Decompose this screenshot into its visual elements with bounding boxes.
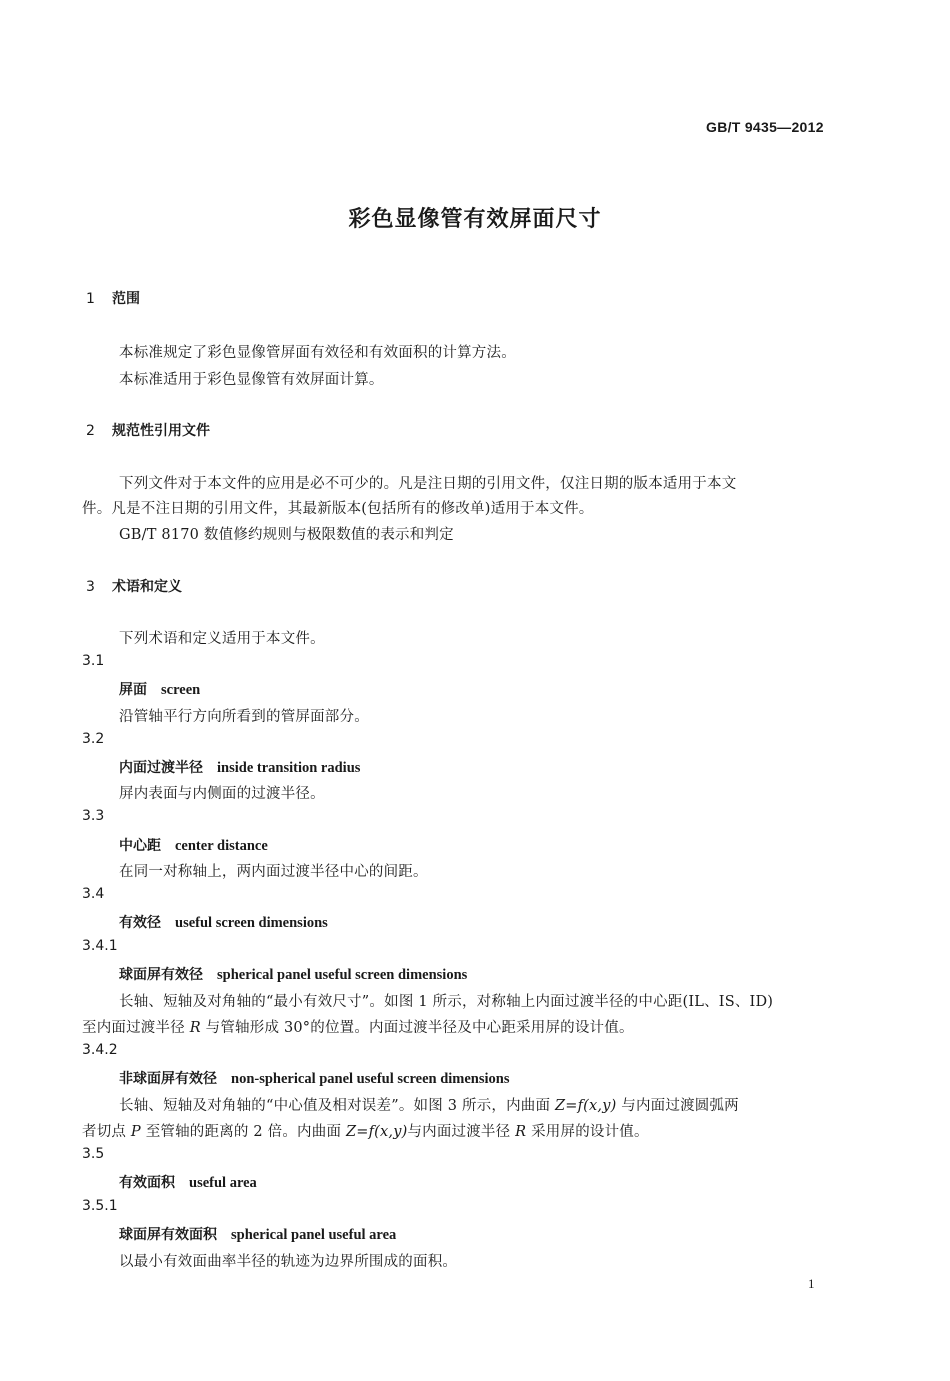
term-heading [119, 679, 200, 699]
term-zh: 球面屏有效面积 [119, 1227, 217, 1243]
term-en: non-spherical panel useful screen dimensions [231, 1071, 510, 1087]
term-definition-line [82, 1016, 634, 1037]
section-number: 3 [86, 579, 95, 595]
section-number: 2 [86, 423, 95, 439]
term-en: inside transition radius [217, 760, 361, 776]
symbol-p: P [130, 1124, 141, 1140]
term-definition: 在同一对称轴上，两内面过渡半径中心的间距。 [119, 864, 428, 880]
paragraph-line: 件。凡是不注日期的引用文件，其最新版本(包括所有的修改单)适用于本文件。 [82, 501, 594, 517]
term-en: screen [161, 682, 201, 698]
term-en: useful screen dimensions [175, 915, 328, 931]
section-title: 规范性引用文件 [112, 423, 210, 439]
section-number: 1 [86, 291, 95, 307]
clause-number: 3.4 [82, 886, 105, 902]
document-title: 彩色显像管有效屏面尺寸 [348, 207, 602, 232]
term-zh: 有效径 [119, 915, 161, 931]
text-run: 至管轴的距离的 2 倍。内曲面 [140, 1124, 346, 1140]
term-definition: 沿管轴平行方向所看到的管屏面部分。 [119, 709, 369, 725]
section-3-heading [86, 576, 182, 596]
term-heading [119, 757, 360, 777]
term-zh: 屏面 [119, 682, 147, 698]
standard-number: GB/T 9435—2012 [706, 119, 824, 135]
term-definition: 以最小有效面曲率半径的轨迹为边界所围成的面积。 [119, 1254, 458, 1270]
page-number: 1 [808, 1276, 815, 1291]
normative-reference: GB/T 8170 数值修约规则与极限数值的表示和判定 [119, 527, 454, 543]
term-heading [119, 1172, 257, 1192]
formula: Z=f(x,y) [345, 1124, 408, 1140]
section-2-heading [86, 420, 210, 440]
text-run: 与管轴形成 30°的位置。内面过渡半径及中心距采用屏的设计值。 [200, 1020, 634, 1036]
term-zh: 球面屏有效径 [119, 967, 203, 983]
clause-number: 3.5.1 [82, 1198, 118, 1214]
clause-number: 3.3 [82, 808, 105, 824]
paragraph: 本标准适用于彩色显像管有效屏面计算。 [119, 372, 384, 388]
section-title: 术语和定义 [112, 579, 182, 595]
paragraph: 本标准规定了彩色显像管屏面有效径和有效面积的计算方法。 [119, 345, 516, 361]
paragraph-line: 下列文件对于本文件的应用是必不可少的。凡是注日期的引用文件，仅注日期的版本适用于本文 [119, 476, 737, 492]
clause-number: 3.4.2 [82, 1042, 118, 1058]
term-definition: 屏内表面与内侧面的过渡半径。 [119, 786, 325, 802]
term-heading [119, 912, 328, 932]
clause-number: 3.4.1 [82, 938, 118, 954]
term-zh: 内面过渡半径 [119, 760, 203, 776]
term-heading [119, 1068, 510, 1088]
term-en: center distance [175, 838, 268, 854]
text-run: 者切点 [82, 1124, 131, 1140]
formula: Z=f(x,y) [554, 1098, 617, 1114]
symbol-r: R [189, 1020, 201, 1036]
section-title: 范围 [112, 291, 140, 307]
section-1-heading [86, 288, 140, 308]
term-en: spherical panel useful area [231, 1227, 397, 1243]
term-heading [119, 835, 268, 855]
term-zh: 有效面积 [119, 1175, 175, 1191]
term-heading [119, 1224, 396, 1244]
term-definition-line: 长轴、短轴及对角轴的“最小有效尺寸”。如图 1 所示，对称轴上内面过渡半径的中心距(IL、IS、ID) [119, 994, 774, 1010]
text-run: 与内面过渡圆弧两 [616, 1098, 739, 1114]
term-en: spherical panel useful screen dimensions [217, 967, 468, 983]
term-heading [119, 964, 467, 984]
term-zh: 中心距 [119, 838, 161, 854]
paragraph: 下列术语和定义适用于本文件。 [119, 631, 325, 647]
term-definition-line [119, 1094, 739, 1115]
term-en: useful area [189, 1175, 257, 1191]
term-zh: 非球面屏有效径 [119, 1071, 217, 1087]
symbol-r: R [515, 1124, 527, 1140]
clause-number: 3.5 [82, 1146, 105, 1162]
clause-number: 3.1 [82, 653, 105, 669]
text-run: 采用屏的设计值。 [526, 1124, 649, 1140]
term-definition-line [82, 1120, 649, 1141]
text-run: 与内面过渡半径 [407, 1124, 516, 1140]
clause-number: 3.2 [82, 731, 105, 747]
text-run: 长轴、短轴及对角轴的“中心值及相对误差”。如图 3 所示，内曲面 [119, 1098, 555, 1114]
text-run: 至内面过渡半径 [82, 1020, 190, 1036]
